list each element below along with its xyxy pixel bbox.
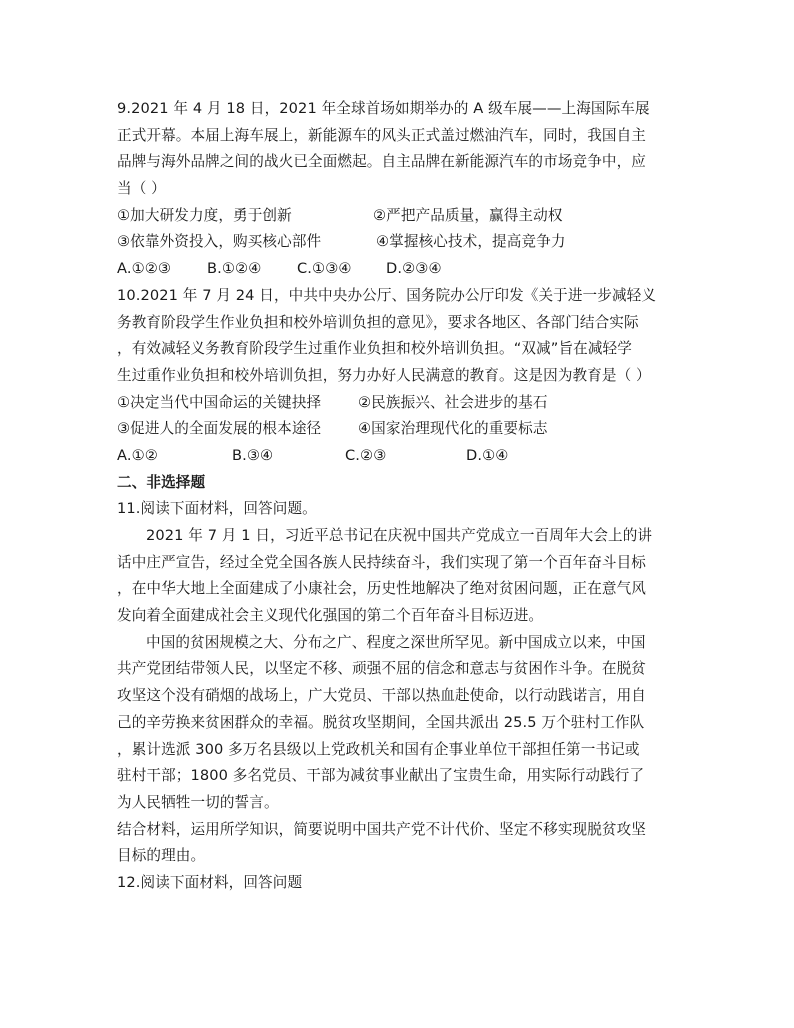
q10-option-3: ③促进人的全面发展的根本途径 — [117, 420, 322, 438]
q10-line-1: 10.2021 年 7 月 24 日，中共中央办公厅、国务院办公厅印发《关于进一步减轻义 — [117, 286, 657, 304]
q9-line-3: 品牌与海外品牌之间的战火已全面燃起。自主品牌在新能源汽车的市场竞争中，应 — [117, 153, 646, 171]
q10-line-4: 生过重作业负担和校外培训负担，努力办好人民满意的教育。这是因为教育是（ ） — [117, 366, 651, 384]
q12-title: 12.阅读下面材料，回答问题 — [117, 873, 303, 891]
q11-para2-line-3: 攻坚这个没有硝烟的战场上，广大党员、干部以热血赴使命，以行动践诺言，用自 — [117, 687, 646, 705]
q9-answer-c: C.①③④ — [297, 260, 352, 278]
q11-para2-line-7: 为人民牺牲一切的誓言。 — [117, 793, 279, 811]
q10-option-1: ①决定当代中国命运的关键抉择 — [117, 393, 322, 411]
q9-option-3: ③依靠外资投入，购买核心部件 — [117, 233, 322, 251]
q9-option-1: ①加大研发力度，勇于创新 — [117, 206, 292, 224]
q11-para2-line-2: 共产党团结带领人民，以坚定不移、顽强不屈的信念和意志与贫困作斗争。在脱贫 — [117, 660, 646, 678]
q11-para2-line-5: ，累计选派 300 多万名县级以上党政机关和国有企事业单位干部担任第一书记或 — [117, 740, 640, 758]
q9-answer-a: A.①②③ — [117, 260, 172, 278]
q9-option-2: ②严把产品质量，赢得主动权 — [373, 206, 563, 224]
q9-option-row-1 — [117, 205, 687, 227]
q9-option-row-2 — [117, 231, 687, 253]
q11-title: 11.阅读下面材料，回答问题。 — [117, 500, 317, 518]
q11-question-line-1: 结合材料，运用所学知识，简要说明中国共产党不计代价、坚定不移实现脱贫攻坚 — [117, 820, 646, 838]
q11-para2-line-6: 驻村干部；1800 多名党员、干部为减贫事业献出了宝贵生命，用实际行动践行了 — [117, 767, 645, 785]
q10-answer-b: B.③④ — [232, 446, 274, 464]
q10-line-3: ，有效减轻义务教育阶段学生过重作业负担和校外培训负担。“双减”旨在减轻学 — [117, 340, 632, 358]
q10-option-2: ②民族振兴、社会进步的基石 — [358, 393, 548, 411]
q10-line-2: 务教育阶段学生作业负担和校外培训负担的意见》，要求各地区、各部门结合实际 — [117, 313, 639, 331]
q9-answer-row — [117, 258, 687, 280]
q11-para1-line-2: 话中庄严宣告，经过全党全国各族人民持续奋斗，我们实现了第一个百年奋斗目标 — [117, 553, 646, 571]
q11-para1-line-1: 2021 年 7 月 1 日，习近平总书记在庆祝中国共产党成立一百周年大会上的讲 — [146, 527, 653, 544]
q9-line-2: 正式开幕。本届上海车展上，新能源车的风头正式盖过燃油汽车，同时，我国自主 — [117, 126, 646, 144]
q11-question-line-2: 目标的理由。 — [117, 847, 206, 865]
question-content — [117, 98, 687, 899]
section-heading-non-choice: 二、非选择题 — [117, 473, 206, 491]
q11-para2-line-1: 中国的贫困规模之大、分布之广、程度之深世所罕见。新中国成立以来，中国 — [146, 633, 646, 651]
q10-option-row-1 — [117, 392, 687, 414]
q9-answer-d: D.②③④ — [386, 260, 442, 278]
q10-option-row-2 — [117, 418, 687, 440]
q9-line-4: 当（ ） — [117, 180, 166, 198]
q9-option-4: ④掌握核心技术，提高竞争力 — [376, 233, 566, 251]
q10-option-4: ④国家治理现代化的重要标志 — [358, 420, 548, 438]
q11-para1-line-4: 发向着全面建成社会主义现代化强国的第二个百年奋斗目标迈进。 — [117, 607, 544, 625]
q10-answer-row — [117, 445, 687, 467]
q11-para1-line-3: ，在中华大地上全面建成了小康社会，历史性地解决了绝对贫困问题，正在意气风 — [117, 580, 646, 598]
q10-answer-a: A.①② — [117, 446, 158, 464]
q10-answer-d: D.①④ — [466, 446, 509, 464]
q11-para2-line-4: 己的辛劳换来贫困群众的幸福。脱贫攻坚期间，全国共派出 25.5 万个驻村工作队 — [117, 713, 645, 731]
q9-line-1: 9.2021 年 4 月 18 日，2021 年全球首场如期举办的 A 级车展——上海国际车展 — [117, 100, 650, 117]
q10-answer-c: C.②③ — [345, 446, 387, 464]
q9-answer-b: B.①②④ — [207, 260, 262, 278]
